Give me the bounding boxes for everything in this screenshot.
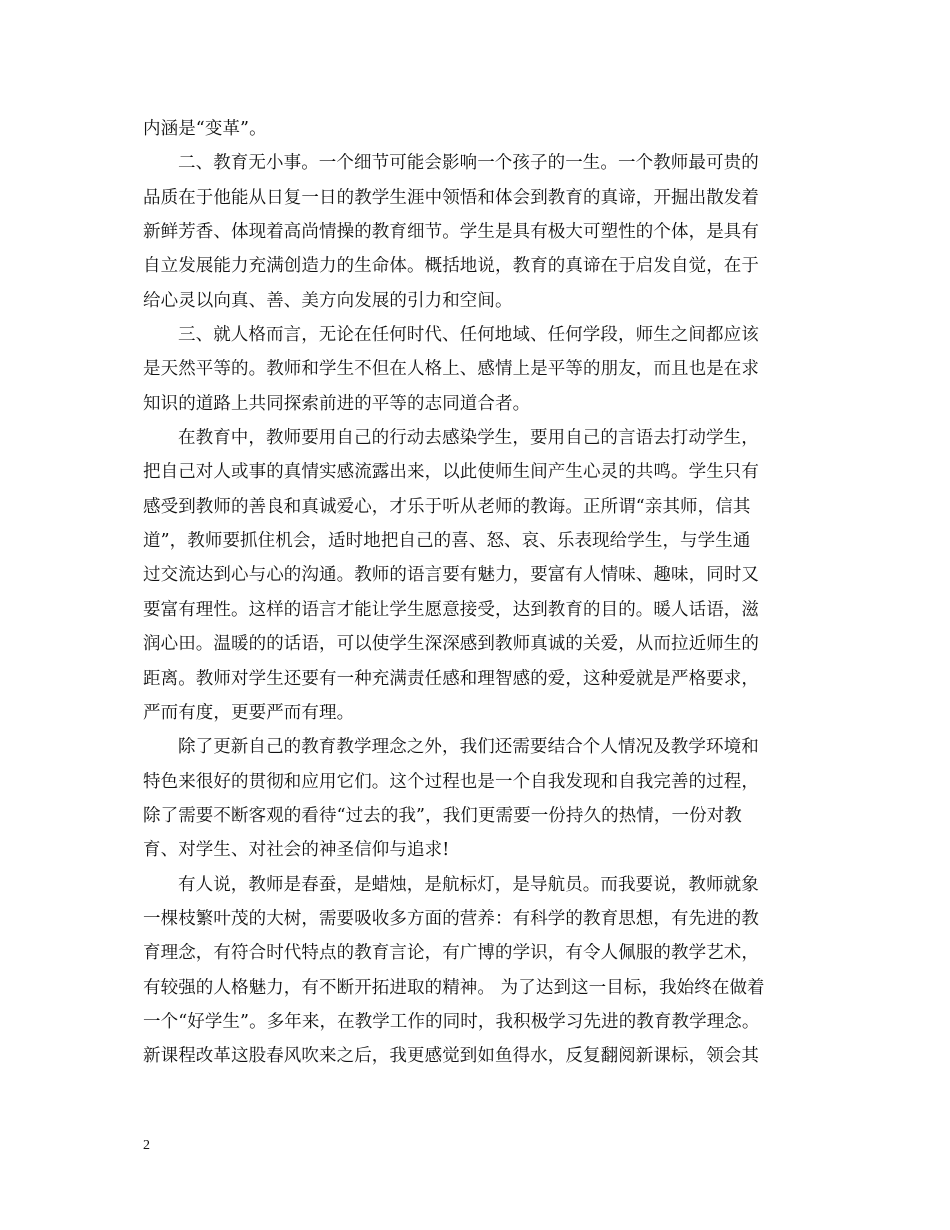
text-line: 知识的道路上共同探索前进的平等的志同道合者。 (143, 393, 531, 414)
text-line: 过交流达到心与心的沟通。教师的语言要有魅力，要富有人情味、趣味，同时又 (143, 565, 759, 586)
text-line: 严而有度，更要严而有理。 (143, 702, 355, 723)
text-line: 润心田。温暖的的话语，可以使学生深深感到教师真诚的关爱，从而拉近师生的 (143, 634, 759, 655)
page-number: 2 (143, 1138, 150, 1153)
text-line: 除了需要不断客观的看待“过去的我”，我们更需要一份持久的热情，一份对教 (143, 805, 742, 826)
text-line: 品质在于他能从日复一日的教学生涯中领悟和体会到教育的真谛，开掘出散发着 (143, 187, 759, 208)
text-line: 一个“好学生”。多年来，在教学工作的同时，我积极学习先进的教育教学理念。 (143, 1011, 760, 1032)
text-line: 内涵是“变革”。 (143, 119, 267, 139)
text-line: 新课程改革这股春风吹来之后，我更感觉到如鱼得水，反复翻阅新课标，领会其 (143, 1046, 759, 1067)
text-line: 除了更新自己的教育教学理念之外，我们还需要结合个人情况及教学环境和 (178, 737, 759, 758)
text-line: 二、教育无小事。一个细节可能会影响一个孩子的一生。一个教师最可贵的 (178, 153, 759, 174)
text-line: 在教育中，教师要用自己的行动去感染学生，要用自己的言语去打动学生， (178, 428, 759, 449)
text-line: 是天然平等的。教师和学生不但在人格上、感情上是平等的朋友，而且也是在求 (143, 359, 759, 380)
text-line: 新鲜芳香、体现着高尚情操的教育细节。学生是具有极大可塑性的个体，是具有 (143, 222, 759, 243)
text-line: 道”，教师要抓住机会，适时地把自己的喜、怒、哀、乐表现给学生，与学生通 (143, 531, 751, 552)
text-line: 感受到教师的善良和真诚爱心，才乐于听从老师的教诲。正所谓“亲其师，信其 (143, 496, 751, 517)
text-line: 育理念，有符合时代特点的教育言论，有广博的学识，有令人佩服的教学艺术， (143, 943, 759, 964)
text-line: 一棵枝繁叶茂的大树，需要吸收多方面的营养：有科学的教育思想，有先进的教 (143, 908, 759, 929)
text-line: 有人说，教师是春蚕，是蜡烛，是航标灯，是导航员。而我要说，教师就象 (178, 874, 759, 895)
text-line: 距离。教师对学生还要有一种充满责任感和理智感的爱，这种爱就是严格要求， (143, 668, 759, 689)
text-line: 给心灵以向真、善、美方向发展的引力和空间。 (143, 290, 513, 311)
text-line: 育、对学生、对社会的神圣信仰与追求! (143, 840, 450, 861)
text-line: 三、就人格而言，无论在任何时代、任何地域、任何学段，师生之间都应该 (178, 325, 759, 346)
text-line: 把自己对人或事的真情实感流露出来，以此使师生间产生心灵的共鸣。学生只有 (143, 462, 759, 483)
text-line: 自立发展能力充满创造力的生命体。概括地说，教育的真谛在于启发自觉，在于 (143, 256, 759, 277)
text-line: 要富有理性。这样的语言才能让学生愿意接受，达到教育的目的。暖人话语，滋 (143, 599, 759, 620)
text-line: 有较强的人格魅力，有不断开拓进取的精神。 为了达到这一目标，我始终在做着 (143, 977, 765, 998)
body-text (143, 112, 823, 1074)
text-line: 特色来很好的贯彻和应用它们。这个过程也是一个自我发现和自我完善的过程， (143, 771, 759, 792)
